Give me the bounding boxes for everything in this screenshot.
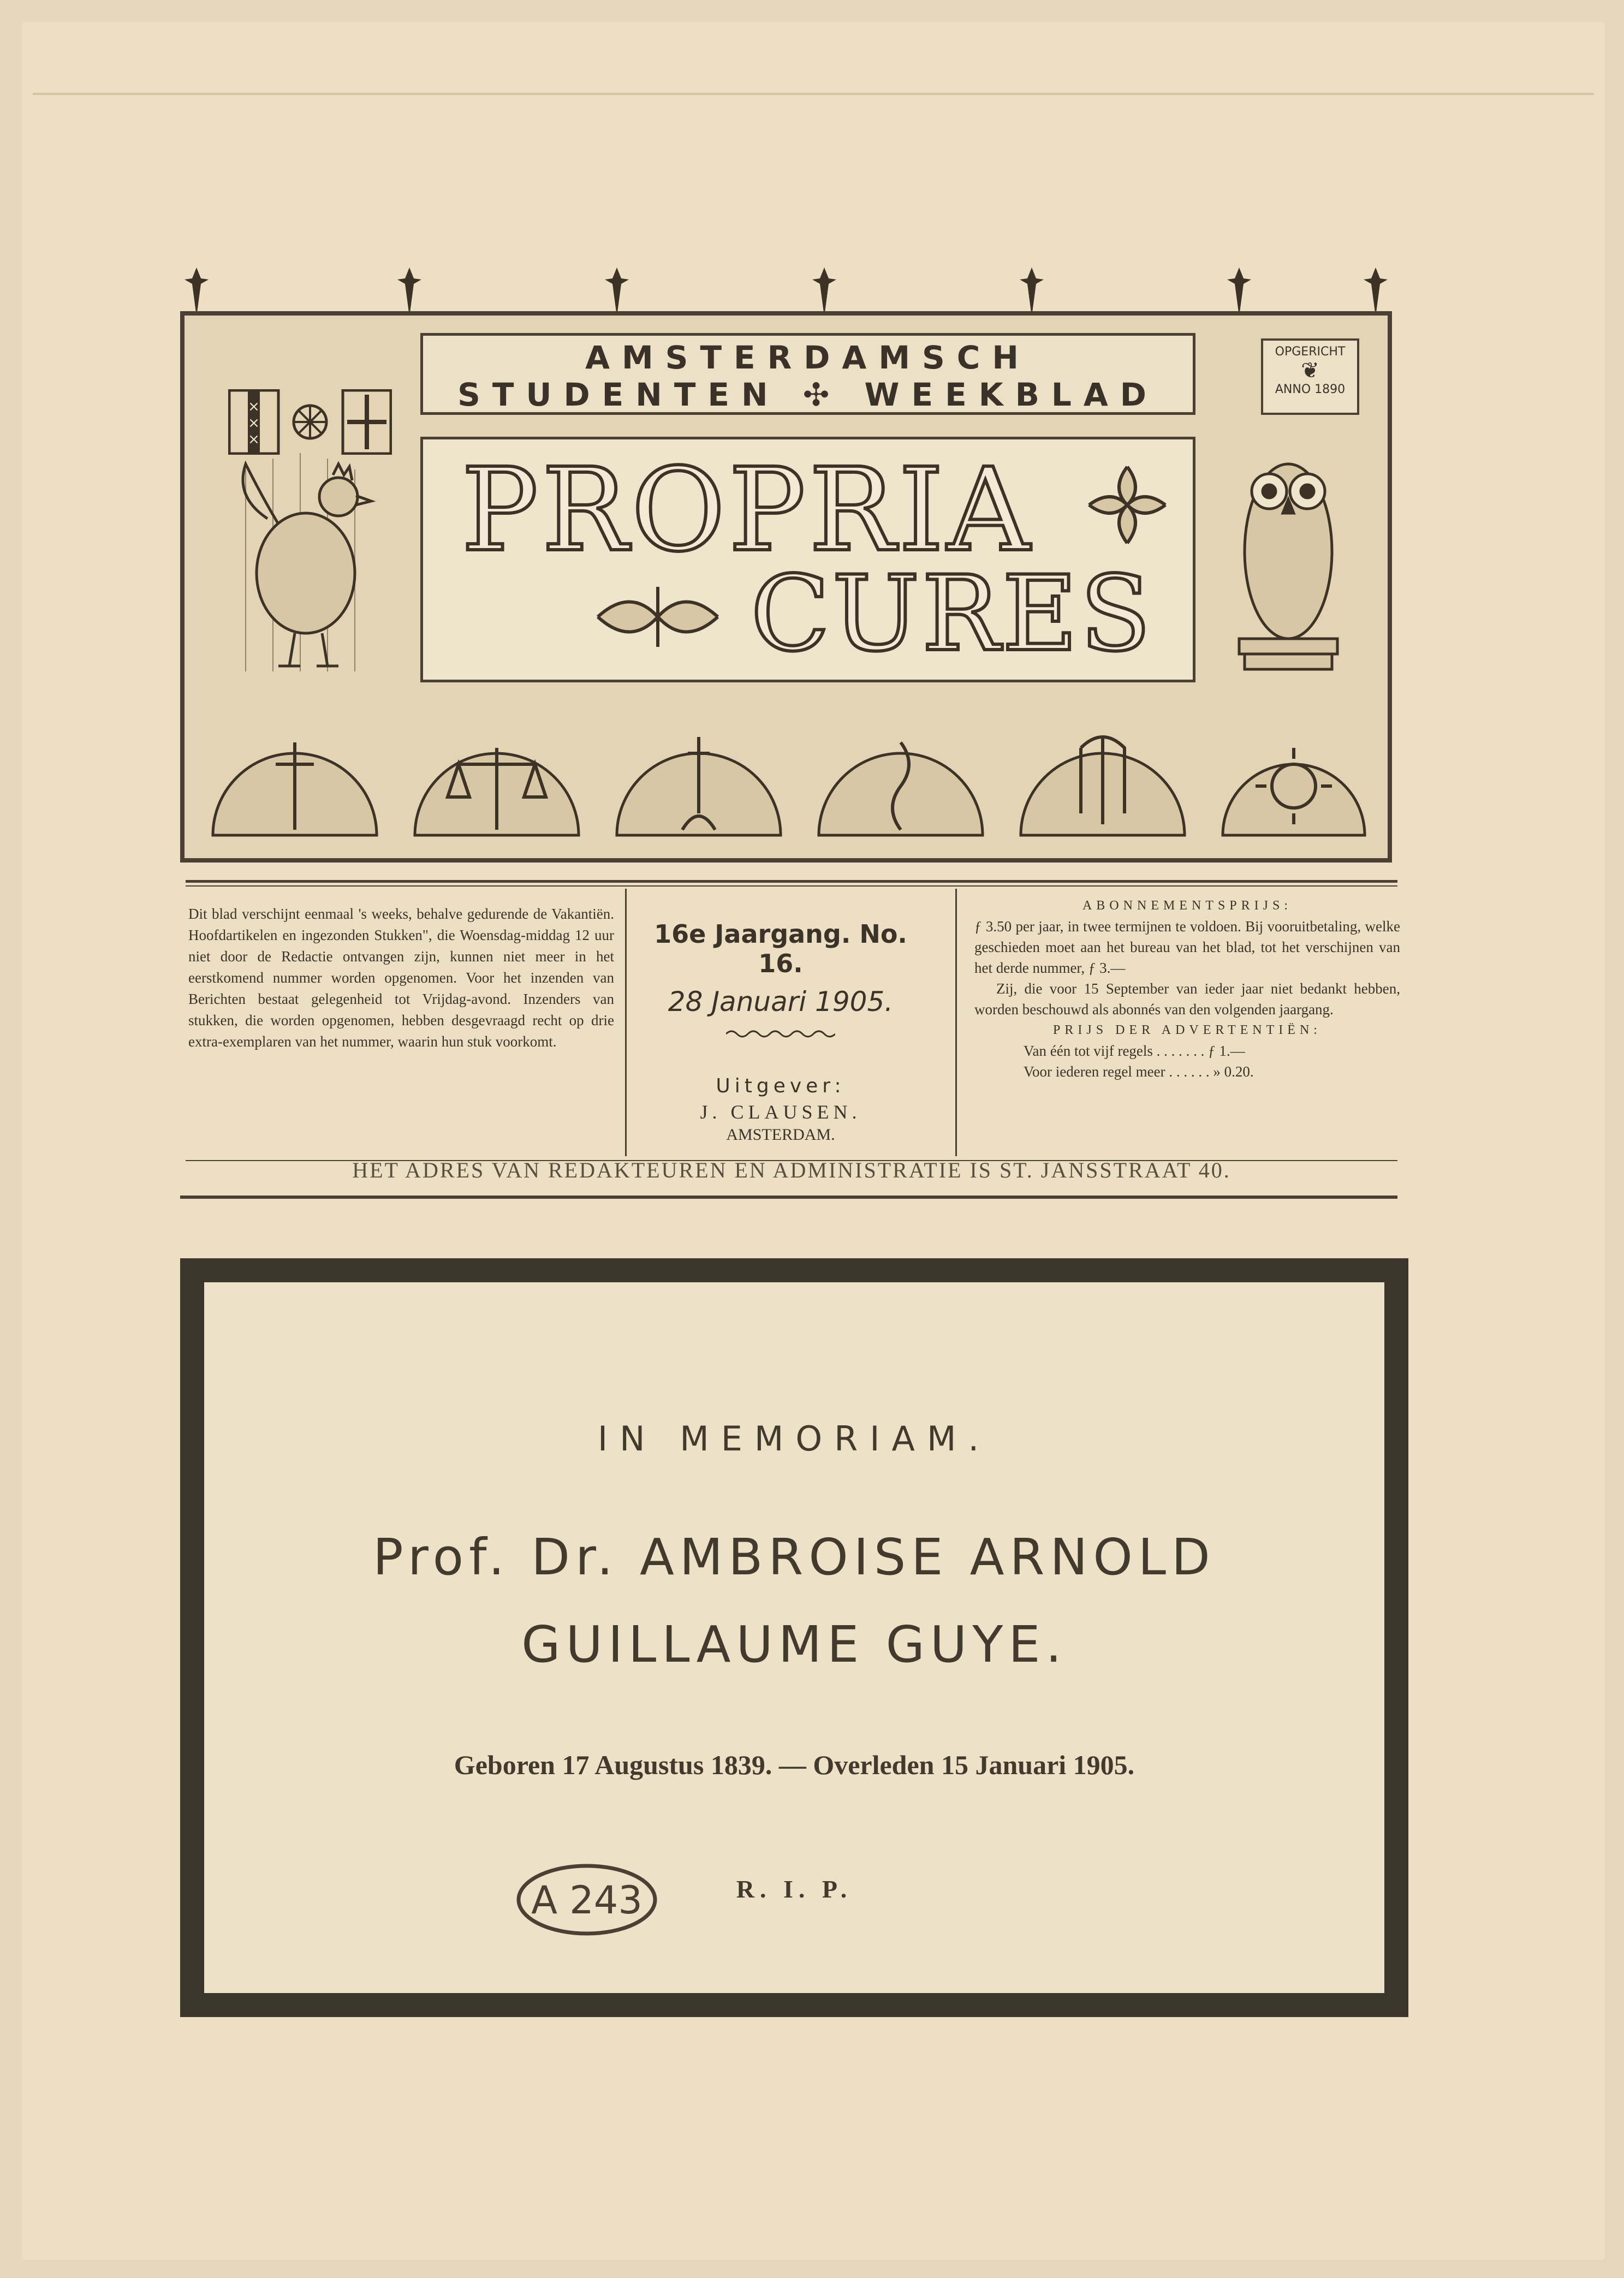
ornament-icon — [576, 576, 740, 658]
issue-info — [628, 906, 933, 1144]
memorial-name-line-1: Prof. Dr. AMBROISE ARNOLD — [373, 1528, 1216, 1586]
publisher-name: J. CLAUSEN. — [700, 1101, 861, 1123]
memorial-dates: Geboren 17 Augustus 1839. — Overleden 15 Januari 1905. — [454, 1750, 1135, 1780]
memorial-rip: R. I. P. — [736, 1875, 853, 1903]
memorial-heading: IN MEMORIAM. — [597, 1419, 991, 1459]
issue-date: 28 Januari 1905. — [668, 986, 894, 1018]
title-panel — [420, 437, 1195, 682]
finial-icon — [1359, 267, 1392, 317]
masthead — [180, 267, 1392, 863]
newspaper-title-line-1: PROPRIA — [461, 443, 1033, 577]
svg-text:×: × — [248, 398, 260, 415]
rooster-illustration-icon — [213, 431, 398, 688]
svg-text:×: × — [248, 431, 260, 448]
masthead-subtitle-banner — [420, 333, 1195, 415]
finial-icon — [1223, 267, 1256, 317]
ornament-icon: ❦ — [1301, 358, 1319, 383]
banner-line-1: AMSTERDAMSCH — [585, 339, 1031, 376]
finial-icon — [1015, 267, 1048, 317]
newspaper-title-line-2: CURES — [751, 554, 1153, 674]
column-divider — [625, 889, 627, 1156]
publisher-label: Uitgever: — [716, 1075, 846, 1097]
ads-rate-line: Van één tot vijf regels . . . . . . . ƒ 1.— — [1024, 1043, 1245, 1059]
ornament-icon — [1078, 456, 1176, 554]
ads-heading: PRIJS DER ADVERTENTIËN: — [1053, 1023, 1322, 1037]
subscription-info — [974, 895, 1400, 1082]
publication-notice: Dit blad verschijnt eenmaal 's weeks, behalve gedurende de Vakantiën. Hoofdartikelen en ingezonden Stukken", die Woensdag-middag 12 uur niet door de Redactie ontvangen zijn, kunnen niet meer in het eerstkomend nummer worden opgenomen. Voor het inzenden van Berichten bestaat gelegenheid tot Vrijdag-avond. Inzenders van stukken, die worden opgenomen, hebben desgevraagd recht op drie extra-exemplaren van het nummer, waarin hun stuk voorkomt. — [188, 906, 614, 1050]
divider-rule — [186, 885, 1397, 887]
archive-stamp-icon — [513, 1859, 661, 1941]
subscription-heading: ABONNEMENTSPRIJS: — [1082, 899, 1293, 913]
page-fold-line — [33, 93, 1594, 95]
finial-icon — [808, 267, 841, 317]
column-divider — [955, 889, 957, 1156]
divider-rule — [180, 1195, 1397, 1199]
banner-line-2: STUDENTEN ✣ WEEKBLAD — [457, 376, 1158, 413]
finial-icon — [393, 267, 426, 317]
stamp-label: A 243 — [531, 1878, 643, 1923]
divider-rule — [186, 880, 1397, 883]
publisher-city: AMSTERDAM. — [726, 1126, 835, 1144]
emblem-row-illustration-icon — [202, 704, 1370, 841]
address-line: HET ADRES VAN REDAKTEUREN EN ADMINISTRATIE IS ST. JANSSTRAAT 40. — [352, 1158, 1231, 1182]
founded-label: OPGERICHT — [1275, 345, 1346, 359]
owl-illustration-icon — [1217, 431, 1359, 688]
founded-year: ANNO 1890 — [1275, 383, 1346, 396]
finial-icon — [180, 267, 213, 317]
volume-number: 16e Jaargang. No. 16. — [654, 919, 907, 978]
memorial-notice — [180, 1258, 1408, 2017]
subscription-text: ƒ 3.50 per jaar, in twee termijnen te voldoen. Bij vooruitbetaling, welke geschieden moet aan het bureau van het blad, tot het verschijnen van het derde nummer, ƒ 3.— — [974, 918, 1400, 976]
memorial-name-line-2: GUILLAUME GUYE. — [521, 1615, 1067, 1674]
ads-rate-line: Voor iederen regel meer . . . . . . » 0.20. — [1024, 1063, 1254, 1080]
finial-icon — [600, 267, 633, 317]
svg-text:×: × — [248, 415, 260, 431]
subscription-text-2: Zij, die voor 15 September van ieder jaar niet bedankt hebben, worden beschouwd als abonnés van den volgenden jaargang. — [974, 980, 1400, 1018]
ornament-rule-icon — [726, 1028, 835, 1039]
founded-box — [1261, 338, 1359, 415]
